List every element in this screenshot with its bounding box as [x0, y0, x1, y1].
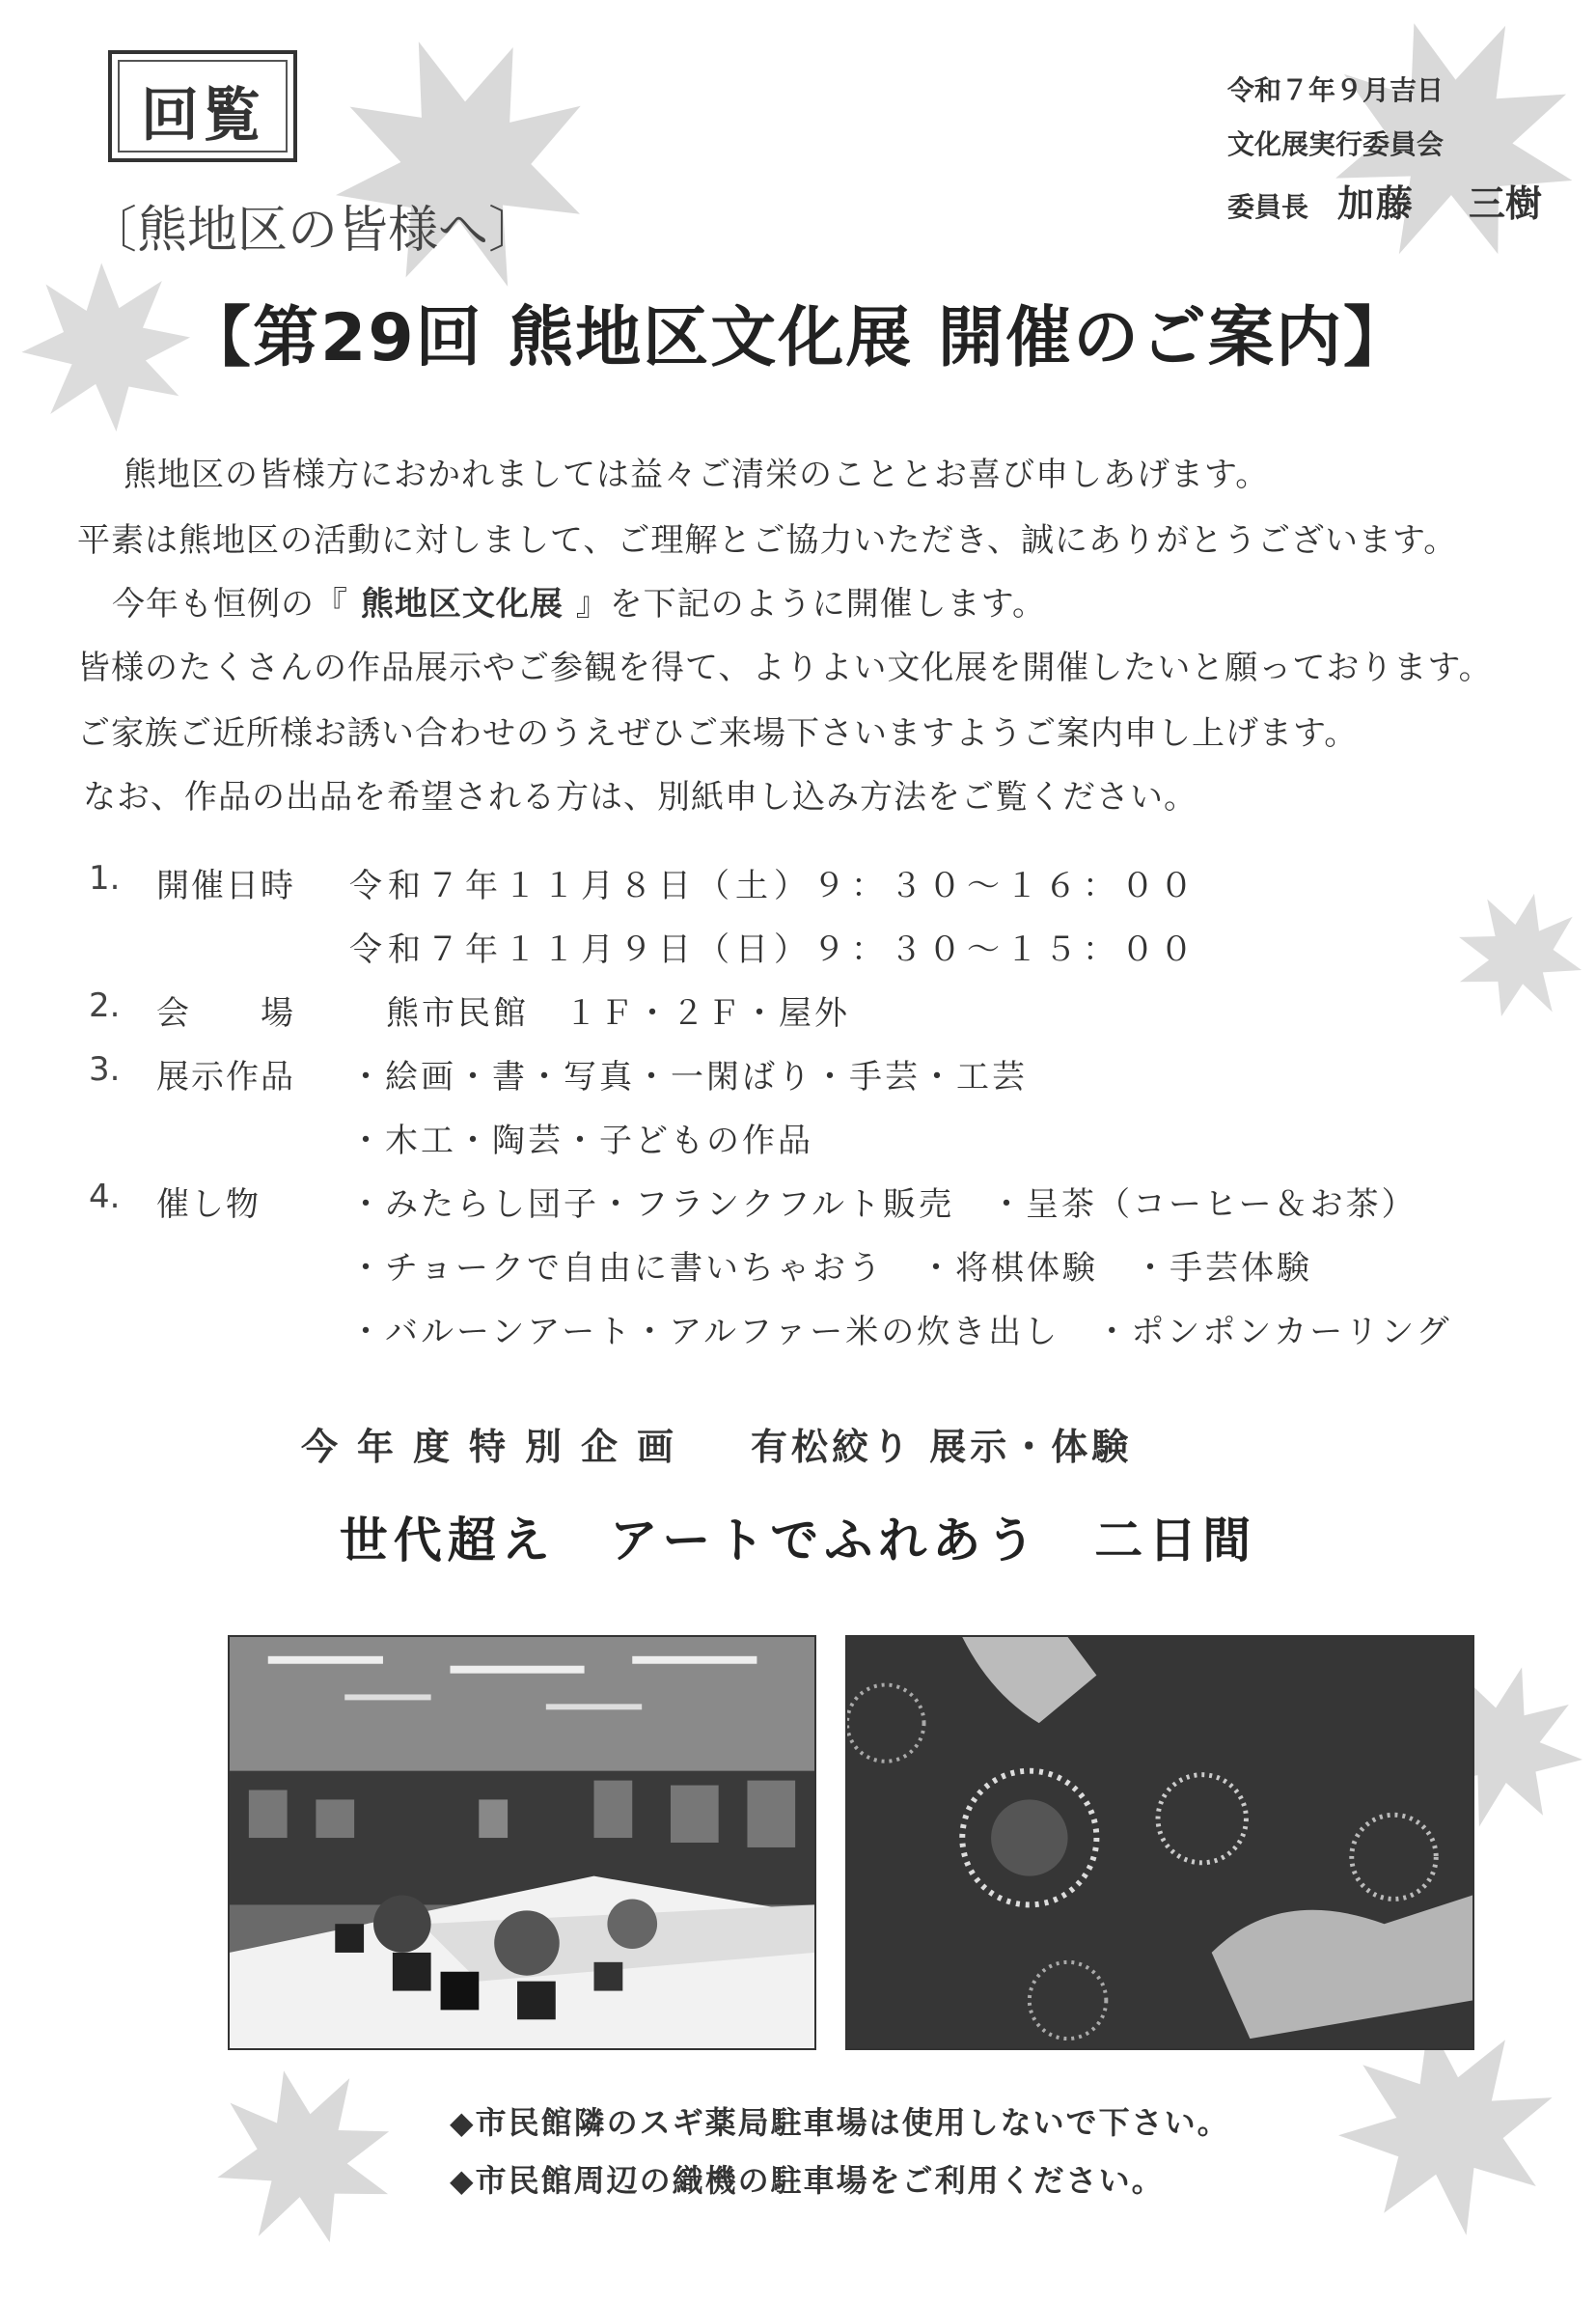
body-line-6: なお、作品の出品を希望される方は、別紙申し込み方法をご覧ください。 — [83, 778, 1197, 817]
maple-leaf-icon — [157, 2014, 451, 2301]
body-line-5: ご家族ご近所様お誘い合わせのうえぜひご来場下さいますようご案内申し上げます。 — [77, 714, 1359, 753]
body-line-1: 熊地区の皆様方におかれましては益々ご清栄のこととお喜び申しあげます。 — [124, 456, 1270, 494]
detail-events-line-3: ・バルーンアート・アルファー米の炊き出し ・ポンポンカーリング — [349, 1313, 1452, 1351]
body-line-4: 皆様のたくさんの作品展示やご参観を得て、よりよい文化展を開催したいと願っております。 — [77, 649, 1493, 687]
issue-date: 令和７年９月吉日 — [1227, 74, 1445, 106]
detail-venue: 熊市民館 １Ｆ・２Ｆ・屋外 — [386, 994, 850, 1033]
page-title: 【第29回 熊地区文化展 開催のご案内】 — [185, 300, 1411, 376]
detail-label-events: 催し物 — [156, 1185, 261, 1224]
body-line-3-post: 』を下記のように開催します。 — [575, 585, 1046, 624]
parking-note-1: ◆市民館隣のスギ薬局駐車場は使用しないで下さい。 — [450, 2104, 1230, 2141]
detail-number: 4. — [89, 1178, 121, 1216]
maple-leaf-icon — [1266, 0, 1596, 326]
chair-surname: 加藤 — [1337, 182, 1416, 225]
detail-label-datetime: 開催日時 — [156, 867, 295, 905]
detail-exhibits-line-2: ・木工・陶芸・子どもの作品 — [349, 1122, 813, 1160]
detail-datetime-day2: 令和７年１１月９日（日）９：３０～１５：００ — [349, 930, 1198, 969]
chair-signature — [1227, 174, 1542, 227]
body-line-3-pre: 今年も恒例の『 — [112, 585, 348, 624]
special-program-label: 今年度特別企画 — [301, 1426, 694, 1468]
committee-name: 文化展実行委員会 — [1227, 128, 1445, 160]
maple-leaf-icon — [1414, 845, 1596, 1068]
special-program-title: 有松絞り 展示・体験 — [751, 1426, 1133, 1468]
body-line-2: 平素は熊地区の活動に対しまして、ご理解とご協力いただき、誠にありがとうございます。 — [77, 521, 1458, 560]
detail-label-exhibits: 展示作品 — [156, 1058, 295, 1096]
kairan-label: 回覧 — [141, 82, 264, 150]
chair-title: 委員長 — [1227, 191, 1309, 223]
greeting-recipient: 〔熊地区の皆様へ〕 — [87, 202, 539, 260]
body-line-3 — [112, 577, 1046, 625]
detail-events-line-2: ・チョークで自由に書いちゃおう ・将棋体験 ・手芸体験 — [349, 1249, 1312, 1288]
special-program — [301, 1417, 1132, 1470]
detail-number: 2. — [89, 986, 121, 1025]
detail-label-venue: 会 場 — [156, 994, 295, 1033]
detail-number: 1. — [89, 859, 121, 898]
exhibition-hall-photo — [228, 1635, 816, 2050]
chair-given-name: 三樹 — [1469, 182, 1543, 225]
detail-events-line-1: ・みたらし団子・フランクフルト販売 ・呈茶（コーヒー＆お茶） — [349, 1185, 1417, 1224]
shibori-fabric-photo — [845, 1635, 1474, 2050]
detail-number: 3. — [89, 1050, 121, 1089]
slogan: 世代超え アートでふれあう 二日間 — [339, 1513, 1257, 1568]
detail-exhibits-line-1: ・絵画・書・写真・一閑ばり・手芸・工芸 — [349, 1058, 1028, 1096]
body-line-3-event: 熊地区文化展 — [348, 585, 576, 624]
detail-datetime-day1: 令和７年１１月８日（土）９：３０～１６：００ — [349, 867, 1198, 905]
parking-note-2: ◆市民館周辺の織機の駐車場をご利用ください。 — [450, 2162, 1165, 2199]
kairan-stamp-box — [108, 50, 297, 162]
